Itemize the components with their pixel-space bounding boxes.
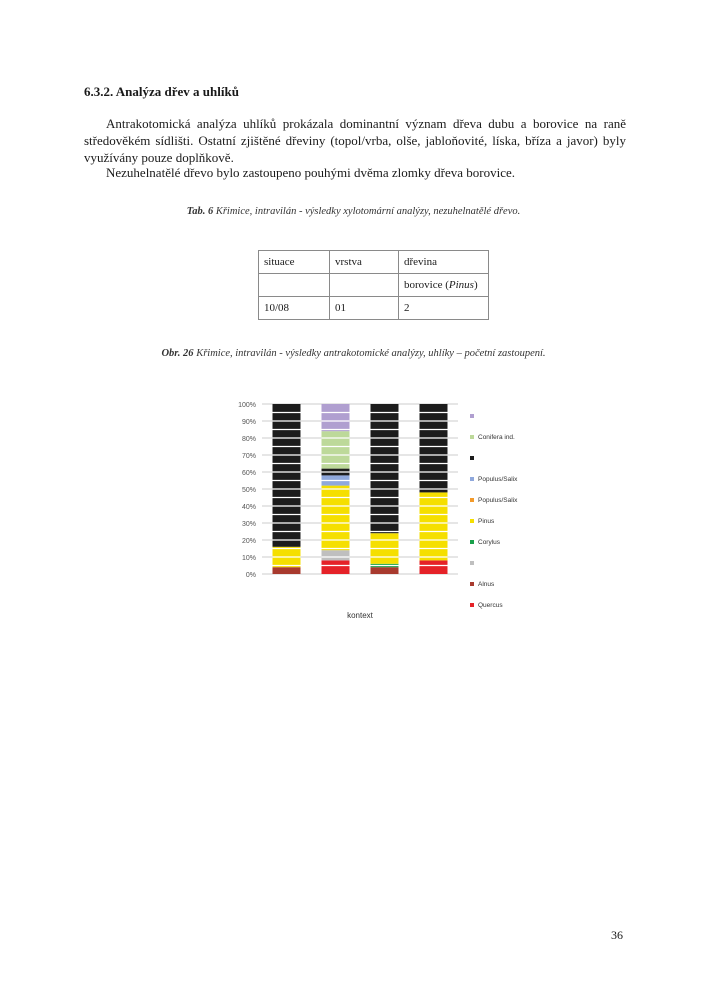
y-tick-label: 60% <box>241 470 256 477</box>
taxon-genus: Pinus <box>448 279 474 291</box>
bar-segment <box>420 404 448 492</box>
legend-label: Populus/Salix <box>478 476 518 483</box>
legend-swatch <box>470 561 474 565</box>
figure-caption-text: Křimice, intravilán - výsledky antrakotomické analýzy, uhlíky – početní zastoupení. <box>196 348 546 359</box>
table-caption <box>0 206 707 217</box>
subheader-taxon <box>399 274 489 297</box>
xylotomy-table <box>258 250 489 320</box>
bar-segment <box>371 404 399 533</box>
legend-swatch <box>470 456 474 460</box>
legend-swatch <box>470 603 474 607</box>
charcoal-chart <box>226 392 532 636</box>
legend-swatch <box>470 477 474 481</box>
legend-swatch <box>470 498 474 502</box>
page-number: 36 <box>611 928 623 942</box>
chart-svg <box>226 392 532 636</box>
bar-segment <box>322 560 350 574</box>
bar-segment <box>322 550 350 560</box>
legend-label: Quercus <box>478 602 503 609</box>
y-tick-label: 50% <box>241 487 256 494</box>
paragraph-charcoal-analysis: Antrakotomická analýza uhlíků prokázala dominantní význam dřeva dubu a borovice na raně středověkém sídlišti. Ostatní zjištěné dřeviny (topol/vrba, olše, jabloňovité, líska, bříza a javor) byly využívány pouze doplňkově. <box>84 116 626 165</box>
empty-cell <box>330 274 399 297</box>
y-tick-label: 0% <box>245 572 256 579</box>
y-tick-label: 90% <box>241 419 256 426</box>
legend-swatch <box>470 582 474 586</box>
header-drevina: dřevina <box>399 251 489 274</box>
legend-swatch <box>470 519 474 523</box>
bar-segment <box>273 567 301 574</box>
section-heading: 6.3.2. Analýza dřev a uhlíků <box>84 84 239 99</box>
empty-cell <box>259 274 330 297</box>
bar-segment <box>322 404 350 431</box>
x-axis-label: kontext <box>347 611 373 620</box>
legend-label: Conifera ind. <box>478 434 515 441</box>
table-subheader-row <box>259 274 489 297</box>
y-tick-label: 40% <box>241 504 256 511</box>
header-vrstva: vrstva <box>330 251 399 274</box>
paragraph-uncharred-wood: Nezuhelnatělé dřevo bylo zastoupeno pouhými dvěma zlomky dřeva borovice. <box>106 165 516 180</box>
legend-swatch <box>470 414 474 418</box>
header-situace: situace <box>259 251 330 274</box>
table-row <box>259 297 489 320</box>
y-tick-label: 10% <box>241 555 256 562</box>
figure-caption <box>0 348 707 359</box>
bar-segment <box>371 567 399 574</box>
table-caption-text: Křimice, intravilán - výsledky xylotomární analýzy, nezuhelnatělé dřevo. <box>215 206 521 217</box>
legend-label: Corylus <box>478 539 501 546</box>
bar-segment <box>420 492 448 560</box>
table-caption-label: Tab. 6 <box>186 206 214 217</box>
table-header-row <box>259 251 489 274</box>
cell-count: 2 <box>399 297 489 320</box>
y-tick-label: 30% <box>241 521 256 528</box>
y-tick-label: 100% <box>238 402 256 409</box>
cell-vrstva: 01 <box>330 297 399 320</box>
legend-label: Pinus <box>478 518 495 525</box>
bar-segment <box>273 404 301 547</box>
legend-label: Populus/Salix <box>478 497 518 504</box>
taxon-prefix: borovice ( <box>404 279 449 291</box>
y-tick-label: 80% <box>241 436 256 443</box>
y-tick-label: 20% <box>241 538 256 545</box>
bar-segment <box>420 560 448 574</box>
legend-swatch <box>470 435 474 439</box>
taxon-suffix: ) <box>473 279 478 291</box>
figure-caption-label: Obr. 26 <box>161 348 194 359</box>
legend-swatch <box>470 540 474 544</box>
cell-situace: 10/08 <box>259 297 330 320</box>
legend-label: Alnus <box>478 581 495 588</box>
y-tick-label: 70% <box>241 453 256 460</box>
